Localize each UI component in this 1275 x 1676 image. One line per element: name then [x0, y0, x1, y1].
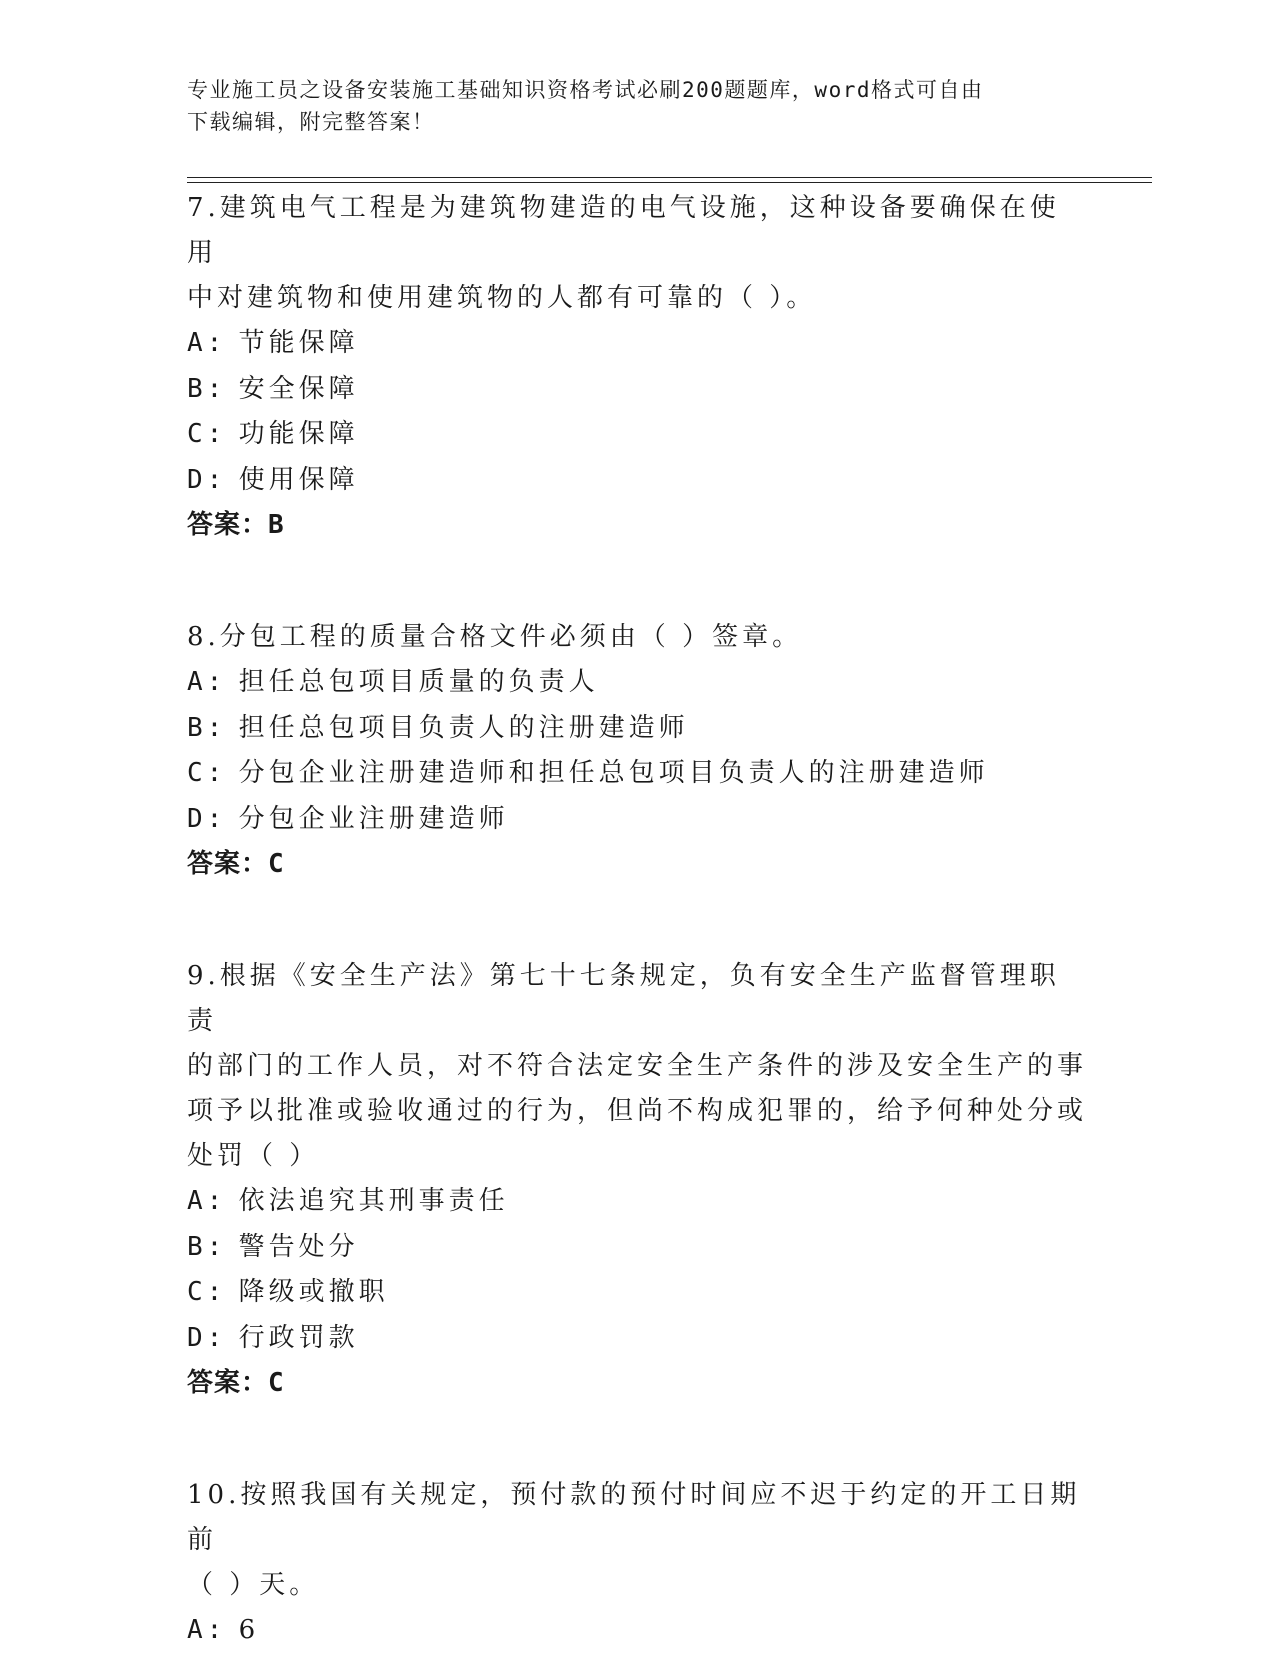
answer-option [187, 1179, 1087, 1225]
answer-option [187, 660, 1087, 706]
question-stem-line: 处罚（ ） [187, 1141, 320, 1171]
question-block [187, 186, 1087, 593]
option-key: C: [187, 1277, 227, 1307]
question-stem-line: 10.按照我国有关规定，预付款的预付时间应不迟于约定的开工日期前 [187, 1480, 1081, 1555]
option-key: C: [187, 758, 227, 788]
question-block [187, 954, 1087, 1451]
question-stem-line: 项予以批准或验收通过的行为，但尚不构成犯罪的，给予何种处分或 [187, 1096, 1088, 1126]
option-key: B: [187, 712, 227, 743]
option-text: 分包企业注册建造师 [238, 803, 509, 834]
header-line-2: 下载编辑，附完整答案！ [187, 110, 435, 134]
option-text: 功能保障 [238, 419, 359, 449]
option-spacer [226, 1232, 238, 1262]
answer-option [187, 458, 1087, 504]
option-text: 行政罚款 [238, 1322, 359, 1353]
option-key: B: [187, 373, 227, 404]
answer-line: 答案：C [187, 1368, 285, 1398]
answer-option [187, 751, 1087, 797]
option-spacer [226, 328, 238, 358]
option-text: 安全保障 [238, 373, 359, 404]
answer-line: 答案：C [187, 849, 285, 879]
option-spacer [226, 1277, 238, 1307]
question-block [187, 615, 1087, 932]
question-stem-line: 8.分包工程的质量合格文件必须由（ ）签章。 [187, 622, 803, 652]
answer-line: 答案：B [187, 510, 285, 540]
option-spacer [226, 667, 238, 697]
option-text: 6 [238, 1615, 260, 1645]
option-spacer [226, 713, 238, 743]
option-spacer [226, 758, 238, 788]
option-text: 分包企业注册建造师和担任总包项目负责人的注册建造师 [238, 758, 989, 788]
option-key: B: [187, 1231, 227, 1262]
question-stem-line: 9.根据《安全生产法》第七十七条规定，负有安全生产监督管理职责 [187, 961, 1060, 1036]
option-text: 节能保障 [238, 328, 359, 358]
option-spacer [226, 419, 238, 449]
question-gap [187, 887, 1087, 932]
header-divider-top [187, 177, 1152, 178]
question-gap [187, 1406, 1087, 1451]
option-key: C: [187, 419, 227, 449]
answer-option [187, 321, 1087, 367]
question-stem-line: 的部门的工作人员，对不符合法定安全生产条件的涉及安全生产的事 [187, 1051, 1088, 1081]
answer-option [187, 1608, 1087, 1654]
option-key: D: [187, 464, 227, 495]
option-text: 警告处分 [238, 1231, 359, 1262]
option-key: A: [187, 667, 227, 697]
option-spacer [226, 804, 238, 834]
header-divider-bottom [187, 182, 1152, 183]
option-spacer [226, 1186, 238, 1216]
question-list [187, 186, 1087, 1676]
answer-option [187, 412, 1087, 458]
answer-option [187, 1225, 1087, 1271]
option-key: D: [187, 1322, 227, 1353]
question-gap [187, 548, 1087, 593]
document-header [187, 74, 1067, 138]
answer-option [187, 1270, 1087, 1316]
option-key: A: [187, 1186, 227, 1216]
answer-option [187, 1316, 1087, 1362]
option-text: 依法追究其刑事责任 [238, 1186, 509, 1216]
question-stem-line: 中对建筑物和使用建筑物的人都有可靠的（ ）。 [187, 283, 817, 313]
option-text: 担任总包项目质量的负责人 [238, 667, 599, 697]
question-stem-line: （ ）天。 [187, 1570, 320, 1600]
question-block [187, 1473, 1087, 1654]
answer-option [187, 367, 1087, 413]
header-line-1: 专业施工员之设备安装施工基础知识资格考试必刷200题题库，word格式可自由 [187, 78, 984, 102]
option-key: D: [187, 803, 227, 834]
option-spacer [226, 1615, 238, 1645]
option-spacer [226, 465, 238, 495]
answer-option [187, 706, 1087, 752]
option-text: 担任总包项目负责人的注册建造师 [238, 712, 689, 743]
option-text: 降级或撤职 [238, 1277, 389, 1307]
option-spacer [226, 1323, 238, 1353]
answer-option [187, 797, 1087, 843]
option-key: A: [187, 1615, 227, 1645]
option-spacer [226, 374, 238, 404]
option-key: A: [187, 328, 227, 358]
option-text: 使用保障 [238, 464, 359, 495]
question-stem-line: 7.建筑电气工程是为建筑物建造的电气设施，这种设备要确保在使用 [187, 193, 1060, 268]
